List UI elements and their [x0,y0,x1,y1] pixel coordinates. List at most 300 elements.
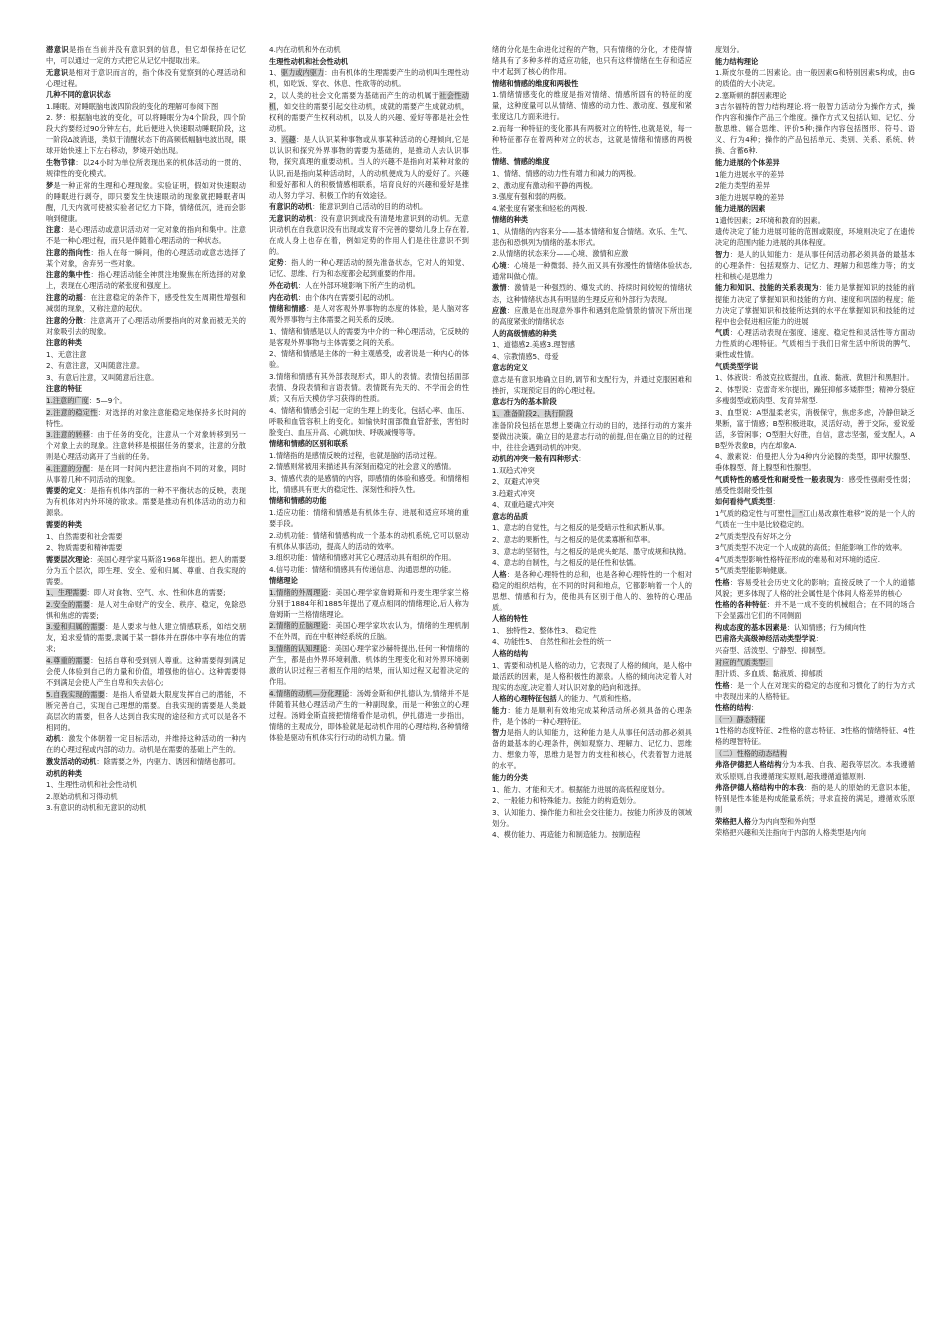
paragraph [715,180,915,191]
body-text: 度划分。 [715,45,744,54]
paragraph: 3.情绪的认知理论：美国心理学家沙赫特提出,任何一种情绪的产生，都是由外界环境刺激、机体的生理变化和对外界环境刺激的认识过程三者相互作用的结果，而认知过程又起着决定的作用。 [269,643,469,687]
body-text: 2.塞斯顿的群因素理论 [715,90,787,100]
body-text: 1、情绪和情感是以人的需要为中介的一种心理活动，它反映的是客观外界事物与主体需要之间的关系。 [269,326,469,347]
paragraph [492,282,692,304]
body-text: 人的能力、气质和性格。 [556,694,636,704]
body-text: 1、 独特性2、整体性3、 稳定性 [492,625,597,635]
term: 需要层次理论 [46,554,90,564]
paragraph [46,779,246,790]
section-heading [46,383,246,394]
section-heading [715,157,915,168]
paragraph: 1气质的稳定性与可塑性。“江山易改禀性难移”说的是一个人的气质在一生中是比较稳定的。 [715,508,915,529]
paragraph [492,727,692,771]
paragraph [269,461,469,472]
term: 定势 [269,258,284,268]
body-text: 是一种正常的生理和心理现象。实验证明，假如对快速眼动的睡眠进行剥夺，即只要发生快速眼动的现象就把睡眠者叫醒，几天内就可使被实验者记忆力下降，情绪低沉，进而会影响到健康。 [46,180,246,223]
term: 注意的动摇 [46,293,84,303]
paragraph [269,564,469,575]
paragraph [269,530,469,552]
paragraph [46,112,246,156]
paragraph [46,44,246,66]
term: 无意识 [46,67,69,77]
term: 需要的种类 [46,519,82,529]
highlighted-text: 2.情绪的丘脑理论 [269,621,329,631]
paragraph [715,407,915,451]
paragraph [46,542,246,553]
term: 弗洛伊德把人格结构 [715,760,782,770]
paragraph [492,374,692,396]
paragraph [46,802,246,813]
highlighted-text: 2.注意的稳定性 [46,407,98,417]
term: 性格的结构 [715,703,751,713]
body-text: ：指人在每一瞬间，他的心理活动或意志选择了某个对象，舍弃另一些对象。 [46,247,246,268]
body-text: 分为本我、自我、超我等层次。本我遵循欢乐原则,自我遵循现实原则,超我遵循道德原则. [715,760,915,781]
body-text: ：是各种心理特性的总和，也是各种心理特性的一个相对稳定的组织结构，在不同的时间和地点，它都影响着一个人的思想、情感和行为，使他具有区别于他人的、独特的心理品质。 [492,569,692,612]
paragraph [492,705,692,727]
body-text: 2.原始动机和习得动机 [46,791,118,801]
paragraph [492,636,692,647]
body-text: 兴奋型、活泼型、宁静型、抑制型。 [715,645,831,655]
body-text: 1性格的态度特征、2性格的意志特征、3性格的情绪特征、4性格的理智特征。 [715,726,915,747]
body-text: 1、道德感2.美感3.理智感 [492,340,575,350]
section-heading [269,438,469,449]
section-heading [492,78,692,89]
term: 性格的各种特征 [715,600,767,610]
column-4 [715,44,915,1336]
paragraph [715,554,915,565]
section-heading [46,519,246,530]
body-text: 分为内向型和外向型 [750,816,816,826]
body-text: 3.组织功能：情绪和情感对其它心理活动具有组织的作用。 [269,553,456,563]
body-text: 2. 梦：根据脑电波的变化，可以将睡眠分为4个阶段，四个阶段大约要经过90分钟左右，此后便进入快速眼动睡眠阶段，这一阶段Δ波消退，类似于清醒状态下的高频低幅脑电波出现，眼球开始快速上下左右移动，梦境开始出现。 [46,113,246,156]
paragraph [715,327,915,360]
paragraph [269,450,469,461]
body-text: 1、能力、才能和天才。根据能力进展的高低程度划分。 [492,784,670,794]
paragraph [46,224,246,246]
term: 意志行为的基本阶段 [492,397,557,407]
paragraph: 3.爱和归属的需要：是人要求与他人建立情感联系，如结交朋友，追求爱情的需要,隶属于某一群体并在群体中享有地位的需求; [46,622,246,654]
paragraph: 3、兴趣：是人认识某种事物或从事某种活动的心理倾向,它是以认识和探究外界事物的需要为基础的，是推动人去认识事物，探究真理的重要动机。当人的兴趣不是指向对某种对象的认识,而是指向某种活动时，人的动机便成为人的爱好了。兴趣和爱好都和人的积极情感相联系，培育良好的兴趣和爱好是推动人努力学习、积极工作的有效途径。 [269,135,469,200]
term: 需要的定义 [46,486,84,496]
highlighted-text: 1、准备阶段2、执行阶段 [492,409,574,418]
paragraph [715,680,915,702]
section-heading [46,89,246,100]
paragraph [46,292,246,314]
paragraph [269,348,469,370]
body-text: 3、意志的坚韧性，与之相反的是虎头蛇尾、墨守成规和执拗。 [492,546,691,556]
paragraph [492,499,692,510]
paragraph [715,474,915,496]
body-text: ：能力是掌握知识的技能的前提能力决定了掌握知识和技能的方向、速度和巩固的程度；能力决定了掌握知识和技能所达到的水平在掌握知识和技能的过程中也会促进相应能力的进展 [715,283,915,326]
paragraph [715,169,915,180]
paragraph: 4.注意的分配：是在同一时间内把注意指向不同的对象，同时从事着几种不同活动的现象。 [46,463,246,484]
paragraph [492,569,692,613]
term: 人格的特性 [492,614,528,624]
body-text: ：美国心理学家马斯洛1968年提出。把人的需要分为五个层次，即生理、安全、爱和归属、尊重、自我实现的需要。 [46,554,246,586]
paragraph [269,326,469,348]
paragraph: 4.尊重的需要：包括自尊和受到别人尊重。这种需要得到满足会使人体验到自己的力量和价值，增强他的信心。这种需要得不到满足会使人产生自卑和失去信心; [46,656,246,688]
body-text: ：除需要之外，内驱力、诱因和情绪也都可。 [96,756,241,766]
body-text: 2气质类型没有好坏之分 [715,531,792,541]
body-text: 1、生理性动机和社会性动机 [46,780,137,790]
paragraph [715,657,915,668]
paragraph [715,702,915,713]
paragraph [492,203,692,214]
term: 注意的特征 [46,384,82,394]
section-heading [715,361,915,372]
highlighted-text: 1.注意的广度 [46,395,89,405]
paragraph [715,44,915,55]
highlighted-text: （一）静态特征 [715,714,766,724]
body-text: ： [772,497,780,507]
term: 情绪、情感的维度 [492,157,550,167]
paragraph [715,192,915,203]
paragraph: 4.情绪的动机—分化理论：汤姆金斯和伊扎德认为,情绪并不是伴随着其他心理活动产生的一种副现象，而是一种独立的心理过程。汤姆金斯直接把情绪看作是动机，伊扎德进一步指出，情绪的主观成分，即体验就是起动机作用的心理结构,各种情绪体验是驱动有机体实行行动的动机力量。情 [269,688,469,742]
column-1 [46,44,246,1336]
highlighted-text: 4.注意的分配 [46,463,91,473]
body-text: ：注意离开了心理活动所要指向的对象而被无关的对象吸引去的现象。 [46,315,246,336]
paragraph [269,303,469,325]
body-text: 1、情绪、情感的动力性有增力和减力的两极。 [492,169,641,179]
section-heading [46,768,246,779]
body-text: ：是心理活动或意识活动对一定对象的指向和集中。注意不是一种心理过程，而只是伴随着心理活动的一种状态。 [46,225,246,246]
body-text: 2、双避式冲突 [492,477,540,487]
body-text: ：以24小时为单位所表现出来的机体活动的一贯的、规律性的变化模式。 [46,157,246,179]
highlighted-text: 1.情绪的外周理论 [269,587,329,597]
paragraph [492,795,692,806]
term: 生理性动机和社会性动机 [269,56,349,66]
section-heading [715,56,915,67]
body-text: ：心境是一种微弱、持久而又具有弥漫性的情绪体验状态,通常叫做心情。 [492,260,692,281]
body-text: 4、功能性5、 自然性和社会性的统一 [492,637,612,647]
paragraph [715,748,915,759]
term: 巴甫洛夫高级神经活动类型学说 [715,634,816,644]
paragraph [715,565,915,576]
body-text: ：是一个人在对现实的稳定的态度和习惯化了的行为方式中表现出来的人格特征。 [715,680,915,701]
body-text: 遗传决定了能力进展可能的范围或限度，环境则决定了在遗传决定的范围内能力进展的具体程度。 [715,227,915,248]
body-text: 4气质类型影响性格特征形成的难易和对环境的适应. [715,554,880,564]
paragraph [269,280,469,291]
paragraph [46,733,246,755]
paragraph [492,420,692,453]
paragraph [46,360,246,371]
body-text: ：指心理活动能全神贯注地聚焦在所选择的对象上，表现在心理活动的紧张度和强度上。 [46,270,246,291]
highlighted-text: 5.自我实现的需要 [46,689,106,699]
body-text: 1、无意注意 [46,349,87,359]
highlighted-text: 兴趣 [281,135,297,145]
section-heading [492,772,692,783]
highlighted-text: （二）性格的动态结构 [715,748,787,758]
paragraph [715,90,915,101]
highlighted-text: 驱力或内驱力 [280,68,325,78]
body-text: 1.情绪指的是感情反映的过程，也就是脑的活动过程。 [269,450,442,460]
term: 心境 [492,260,507,270]
paragraph [46,791,246,802]
paragraph [46,247,246,269]
body-text: 4.紧张度有紧张和轻松的两极. [492,203,588,213]
paragraph [492,248,692,259]
term: 能力进展的因素 [715,204,766,214]
term: 动机的种类 [46,768,82,778]
paragraph [492,260,692,282]
body-text: 1、需要和动机是人格的动力，它表现了人格的倾向，是人格中最活跃的因素，是人格积极性的源泉。人格的倾向决定着人对现实的态度,决定着人对认识对象的趋向和选择。 [492,660,692,692]
body-text: 4、双重趋避式冲突 [492,500,555,510]
body-text: 2、体型说：克雷奇米尔提出，躁狂抑郁多矮胖型；精神分裂症多瘦弱型或筋肉型、发育异常型. [715,384,915,405]
paragraph [492,546,692,557]
paragraph [715,542,915,553]
paragraph [715,451,915,473]
paragraph [269,473,469,495]
paragraph: 2.安全的需要：是人对生命财产的安全、秩序、稳定，免除恐惧和焦虑的需要; [46,599,246,620]
term: 注意的种类 [46,338,82,348]
paragraph [715,725,915,747]
paragraph: 1.注意的广度：5—9个。 [46,395,127,405]
body-text: ：并不是一成不变的机械组合；在不同的场合下会显露出它们的不同侧面 [715,600,915,621]
paragraph [46,531,246,542]
paragraph [715,816,915,827]
term: 应激 [492,306,507,316]
paragraph [715,782,915,815]
paragraph [492,807,692,829]
term: 注意 [46,225,61,235]
body-text: 4、情绪和情感会引起一定的生理上的变化，包括心率、血压、呼吸和血管容积上的变化。如愉快时面部微血管舒张，害怕时脸变白、血压升高、心跳加快、呼吸减慢等等。 [269,405,469,437]
term: 能力和知识、技能的关系表现为 [715,283,819,293]
body-text: 5气质类型能影响健康。 [715,566,792,576]
term: 激发活动的动机 [46,756,97,766]
body-text: 2.从情绪的状态来分——心境、激情和应激 [492,249,629,259]
term: 人格的结构 [492,648,528,658]
body-text: 意志是有意识地确立目的,调节和支配行为，并通过克服困难和挫折，实现预定目的的心理过程。 [492,374,692,395]
paragraph [46,180,246,224]
term: 人的高级情感的种类 [492,328,557,338]
term: 情绪理论 [269,576,298,586]
section-heading [492,214,692,225]
body-text: 是指人的认知能力，这种能力是人从事任何活动都必须具备的最基本的心理条件，例如观察力、理解力、记忆力、思维力、想象力等，思维力是智力的支柱和核心，代表着智力进展的水平。 [492,728,692,771]
body-text: 3.趋避式冲突 [492,488,535,498]
term: 情绪和情感的功能 [269,496,327,506]
term: 弗洛伊德人格结构中的本我 [715,783,804,793]
body-text: 2、激动度有激动和平静的两极。 [492,180,598,190]
paragraph [715,714,915,725]
term: 注意的分散 [46,315,84,325]
body-text: ：应激是在出现意外事件和遇到危险情景的情况下所出现的高度紧张的情绪状态 [492,306,692,327]
section-heading [492,396,692,407]
highlighted-text: 1、生理需要 [46,588,87,598]
body-text: 3能力进展早晚的差异 [715,192,785,202]
term: 内在动机 [269,292,298,302]
paragraph [715,531,915,542]
paragraph [46,67,246,89]
body-text: 2.动机功能：情绪和情感构成一个基本的动机系统,它可以驱动有机体从事活动，提高人的活动的效率。 [269,530,469,551]
body-text: ： [815,634,823,644]
body-text: 4.内在动机和外在动机 [269,45,341,54]
paragraph: 2，以人类的社会文化需要为基础而产生的动机属于社会性动机，如交往的需要引起交往动机，成就的需要产生成就动机，权利的需要产生权利动机，以及人的兴趣、爱好等都是社会性动机。 [269,90,469,133]
paragraph: 1、驱力或内驱力：由有机体的生理需要产生的动机叫生理性动机，如吃饭、穿衣、休息、性欲等的动机。 [269,68,469,89]
body-text: 4、意志的自制性，与之相反的是任性和怯懦。 [492,558,641,568]
term: 能力结构理论 [715,56,759,66]
paragraph [46,157,246,179]
body-text: 准备阶段包括在思想上要确立行动的目的，选择行动的方案并要做出决策。确立目的是意志行动的前提,但在确立目的的过程中，往往会遇到动机的冲突。 [492,420,692,452]
paragraph: 1.情绪的外周理论：美国心理学家詹姆斯和丹麦生理学家兰格分别于1884年和1885年提出了观点相同的情绪理论,后人称为詹姆斯一兰格情绪理论。 [269,587,469,619]
body-text: 1.双趋式冲突 [492,465,535,475]
section-heading [269,56,469,67]
highlighted-text: 。“ [791,508,803,518]
body-text: 1.斯皮尔曼的二因素论。由一般因素G和特别因素S构成，由G的质值的大小决定。 [715,68,915,89]
body-text: ：是指有机体内部的一种不平衡状态的反映，表现为有机体对内外环境的欲求。需要是推动有机体活动的动力和源泉。 [46,486,246,518]
body-text: ：激发个体朝着一定目标活动，并维持这种活动的一种内在的心理过程或内部的动力。动机是在需要的基础上产生的。 [46,734,246,755]
body-text: 2.情感则常被用来描述具有深刻而稳定的社会意义的感情。 [269,462,456,472]
term: 外在动机 [269,280,298,290]
paragraph [492,488,692,499]
term: 无意识的动机 [269,213,314,223]
paragraph [492,191,692,202]
term: 注意的指向性 [46,247,91,257]
highlighted-text: 4.情绪的动机—分化理论 [269,688,350,698]
paragraph [269,201,469,212]
term: 意志的定义 [492,363,528,373]
body-text: 3、认知能力、操作能力和社会交往能力。按能力所涉及的领域划分。 [492,807,692,828]
term: 情绪和情感的区别和联系 [269,439,349,449]
body-text: ：能力是顺利有效地完成某种活动所必须具备的心理条件，是个体的一种心理特征。 [492,705,692,726]
body-text: ： [750,703,759,713]
term: 有意识的动机 [269,202,313,212]
paragraph [492,168,692,179]
term: 性格 [715,577,730,587]
body-text: ：在注意稳定的条件下，感受性发生周期性增强和减弱的现象，又称注意的起伏。 [46,293,246,314]
paragraph [492,89,692,122]
section-heading [269,495,469,506]
paragraph [492,351,692,362]
paragraph [715,645,915,656]
paragraph [715,827,915,838]
body-text: 2、有意注意，又叫随意注意。 [46,361,145,371]
body-text: 3.强度有强和弱的两极。 [492,192,571,202]
body-text: 2、物质需要和精神需要 [46,543,123,553]
term: 气质特性的感受性和耐受性一般表现为 [715,474,842,484]
paragraph [492,522,692,533]
paragraph [492,476,692,487]
paragraph [492,180,692,191]
paragraph [492,453,692,464]
paragraph [269,292,469,303]
highlighted-text: 3.注意的转移 [46,430,91,440]
paragraph [715,372,915,383]
term: 几种不同的意识状态 [46,90,111,100]
highlighted-text: 3.爱和归属的需要 [46,622,106,632]
body-text: 4、激素说：伯曼把人分为4种内分泌腺的类型，即甲状腺型、垂体腺型、肾上腺型和性腺型。 [715,452,915,473]
body-text: 4.信号功能：情绪和情感具有传递信息、沟通思想的功能。 [269,564,456,574]
term: 气质类型学说 [715,361,759,371]
paragraph [492,408,692,419]
body-text: 2、意志的果断性，与之相反的是优柔寡断和草率。 [492,535,655,545]
paragraph: 1、生理需要：即人对食物、空气、水、性和休息的需要; [46,588,226,598]
paragraph [715,384,915,406]
body-text: 是指在当前并没有意识到的信息，但它却保持在记忆中，可以通过一定的方式把它从记忆中提取出来。 [46,45,246,66]
term: 如何看待气质类型 [715,497,773,507]
body-text: 2能力类型的差异 [715,181,770,191]
paragraph [46,372,246,383]
body-text: 3吉尔福特的智力结构理论.将一般智力活动分为操作方式，操作内容和操作产品三个维度。操作方式又包括认知、记忆、分散思维、辐合思维、评价5种;操作内容包括图形、符号、语义、行为4种；操作的产品包括单元、类别、关系、系统、转换、含蓄6种. [715,102,915,156]
paragraph [715,282,915,326]
paragraph [715,249,915,282]
paragraph [715,599,915,621]
section-heading [492,328,692,339]
body-text: 荣格把兴趣和关注指向于内部的人格类型是内向 [715,828,866,838]
paragraph: 5.自我实现的需要：是指人希望最大限度发挥自己的潜能，不断完善自己，实现自己理想的需要。自我实现的需要是人类最高层次的需要，但各人达到自我实现的途径和方式可以是各不相同的。 [46,689,246,732]
term: 构成态度的基本因素是 [715,622,787,632]
body-text: 3.情绪和情感有其外部表现形式，即人的表情。表情包括面部表情、身段表情和言语表情。表情既有先天的、不学而会的性质；又有后天模仿学习获得的性质。 [269,371,469,403]
term: 情绪和情感 [269,304,307,314]
section-heading [269,575,469,586]
paragraph [492,339,692,350]
term: 智力 [715,249,730,259]
paragraph [715,577,915,599]
body-text: ：是人的认知能力：是从事任何活动都必须具备的最基本的心理条件：包括观察力、记忆力、理解力和思维力等；的支柱和核心是思维力 [715,249,915,281]
paragraph [46,554,246,587]
term: 人格的心理特征包括 [492,694,557,704]
paragraph [46,485,246,518]
body-text: ：指人的一种心理活动的预先准备状态，它对人的知觉、记忆、思维、行为和态度都会起到重要的作用。 [269,258,469,279]
term: 潜意识 [46,45,70,54]
section-heading [492,511,692,522]
paragraph [46,315,246,337]
term: 气质 [715,328,730,338]
paragraph [715,215,915,226]
paragraph [715,226,915,248]
paragraph [269,552,469,563]
body-text: 4、宗教情感5、母爱 [492,351,559,361]
body-text: 3、有意后注意，又叫随意后注意。 [46,372,159,382]
paragraph [492,305,692,327]
highlighted-text: 4.尊重的需要 [46,656,91,666]
body-text: 1、体液说：希波克拉底提出，血液、黏液、黄胆汁和黑胆汁。 [715,373,914,383]
term: 能力 [492,705,508,715]
term: 动机的冲突一般有四种形式 [492,454,579,464]
body-text: 胆汁质、多血质、黏液质、抑郁质 [715,669,823,679]
body-text: 1能力进展水平的差异 [715,169,785,179]
body-text: ：激情是一种强烈的、爆发式的、持续时间较短的情绪状态，这种情绪状态具有明显的生理反应和外部行为表现。 [492,283,692,304]
body-text: 1、从情绪的内容来分——基本情绪和复合情绪。欢乐、生气、悲伤和恐惧列为情绪的基本形式。 [492,226,692,247]
highlighted-text: 社会性动机 [269,90,469,111]
paragraph [492,226,692,248]
paragraph [492,660,692,693]
body-text: 1遗传因素；2环境和教育的因素。 [715,215,825,225]
paragraph [492,465,692,476]
section-heading [46,337,246,348]
paragraph [715,67,915,89]
paragraph [46,101,246,112]
highlighted-text: 3.情绪的认知理论 [269,643,328,653]
paragraph [269,44,469,55]
body-text: 2、情绪和情感是主体的一种主观感受，或者说是一种内心的体验。 [269,349,469,370]
paragraph [715,101,915,156]
body-text: 4、模仿能力、再造能力和制造能力。按制造程 [492,830,641,840]
term: 生物节律 [46,157,76,167]
paragraph [715,759,915,781]
paragraph [269,405,469,438]
section-heading [492,613,692,624]
body-text: 3、血型说：A型温柔老实，消极保守，焦虑多虑，冷静但缺乏果断，富于情感；B型积极进取，灵活好动，善于交际，爱说爱活，多管闲事；O型胆大好胜，自信，意志坚强，爱支配人，AB型外表象B，内在却象A. [715,407,915,450]
body-text: 绪的分化是生命进化过程的产物，只有情绪的分化，才使得情绪具有了多种多样的适应功能，也只有这样情绪在生存和适应中才起到了核心的作用。 [492,45,692,77]
paragraph: 2.注意的稳定性：对选择的对象注意能稳定地保持多长时间的特性。 [46,407,246,428]
body-text: 是相对于意识而言的，指个体没有觉察到的心理活动和心理过程。 [46,67,246,88]
term: 激情 [492,283,507,293]
paragraph [46,756,246,767]
term: 能力的分类 [492,773,528,782]
term: 注意的集中性 [46,270,91,280]
paragraph: 2.情绪的丘脑理论：美国心理学家坎农认为，情绪的生理机制不在外周，而在中枢神经系统的丘脑。 [269,621,469,642]
paragraph [269,257,469,279]
